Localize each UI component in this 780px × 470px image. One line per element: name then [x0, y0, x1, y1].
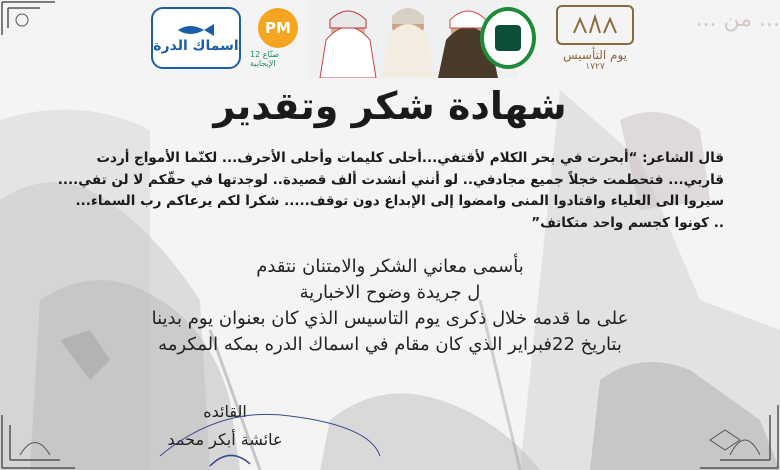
poem-line: قاربي... فتحطمت خجلاً جميع مجادفي.. لو أنني أنشدت ألف قصيدة.. لوجدتها في حقّكم لا لن تفي.... — [57, 171, 724, 188]
founding-year: ١٧٢٧ — [585, 61, 605, 72]
certificate-title: شهادة شكر وتقدير — [213, 84, 567, 128]
founding-emblem-icon — [570, 13, 620, 37]
body-line: بأسمى معاني الشكر والامتنان نتقدم — [256, 256, 524, 277]
faint-background-text: ... من ... — [695, 7, 780, 32]
poem-line: سيروا الى العلياء واقتادوا المنى وامضوا إلى الإبداع دون توقف..... شكرا لكم يرعاكم رب السماء... — [75, 193, 724, 209]
founding-day-text: يوم التأسيس — [562, 47, 628, 62]
pm-number: 12 — [250, 50, 261, 59]
body-line: على ما قدمه خلال ذكرى يوم التاسيس الذي كان بعنوان يوم بدينا — [151, 308, 629, 329]
pm-caption: صنّاع الإيجابية — [250, 50, 280, 68]
poem-line: .. كونوا كجسم واحد متكاتف” — [531, 214, 724, 231]
pm-logo-icon — [250, 0, 306, 76]
certificate-body — [70, 254, 710, 358]
logo-strip — [150, 0, 640, 78]
signature-name: عائشة أبكر محمد — [167, 430, 283, 449]
body-line: ل جريدة وضوح الاخبارية — [299, 282, 481, 303]
corner-ornament-top-left — [0, 0, 60, 40]
wdooh-logo-icon — [480, 0, 536, 76]
poem-line: قال الشاعر: “أبحرت في بحر الكلام لأقتفي...أحلى كليمات وأحلى الأحرف... لكنّما الأمواج أردت — [96, 150, 724, 166]
poem-block — [50, 148, 724, 234]
fish-icon — [176, 22, 216, 38]
fish-logo-text: اسماك الدرة — [153, 38, 239, 54]
corner-ornament-bottom-left — [0, 410, 80, 470]
founding-day-logo-icon — [550, 0, 640, 76]
corner-ornament-bottom-right — [680, 400, 780, 470]
signature-role: القائده — [203, 402, 247, 421]
pm-badge-text: PM — [265, 19, 291, 37]
fish-logo-icon — [150, 0, 242, 76]
signature-scribble-icon — [150, 396, 390, 470]
body-line: بتاريخ 22فبراير الذي كان مقام في اسماك الدره بمكه المكرمه — [158, 334, 622, 355]
